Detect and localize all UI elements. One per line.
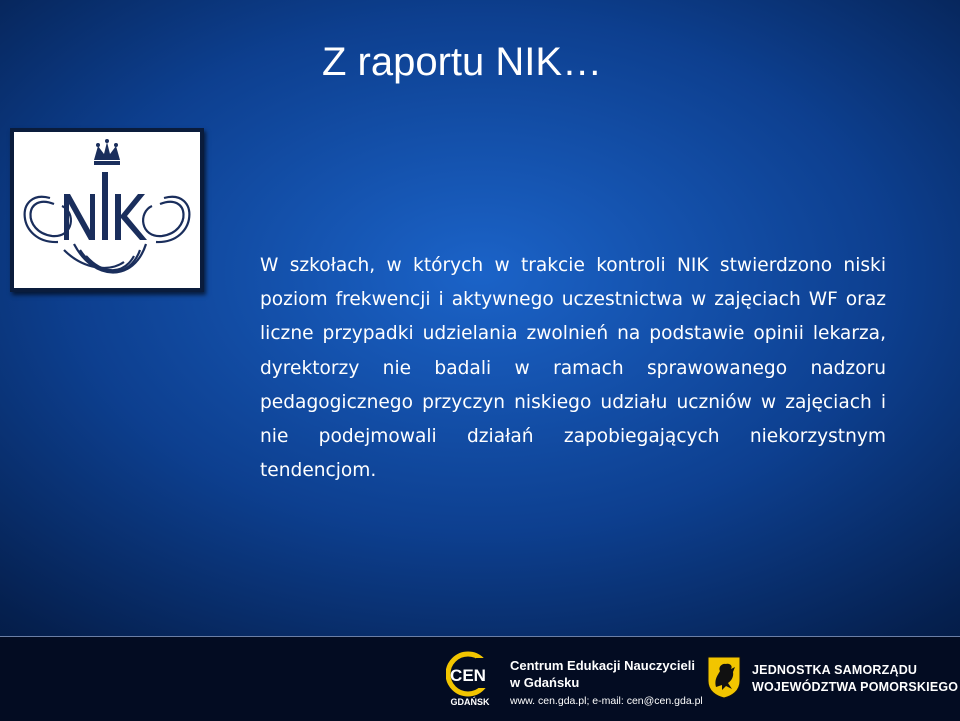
region-name (752, 662, 958, 696)
cen-logo-city: GDAŃSK (450, 697, 490, 707)
region-name-line2: WOJEWÓDZTWA POMORSKIEGO (752, 680, 959, 694)
cen-name-line1: Centrum Edukacji Nauczycieli (510, 658, 695, 673)
nik-logo-icon (14, 132, 200, 288)
cen-contact: www. cen.gda.pl; e-mail: cen@cen.gda.pl (510, 695, 703, 707)
region-name-line1: JEDNOSTKA SAMORZĄDU (752, 663, 918, 677)
body-paragraph: W szkołach, w których w trakcie kontroli NIK stwierdzono niski poziom frekwencji i aktywnego uczestnictwa w zajęciach WF oraz liczne przypadki udzielania zwolnień na podstawie opinii lekarza, dyrektorzy nie badali w ramach sprawowanego nadzoru pedagogicznego przyczyn niskiego udziału uczniów w zajęciach i nie podejmowali działań zapobiegających niekorzystnym tendencjom. (260, 255, 886, 482)
griffin-crest-icon (706, 655, 742, 699)
cen-name-line2: w Gdańsku (510, 675, 580, 690)
slide-title: Z raportu NIK… (322, 40, 603, 84)
nik-logo (10, 128, 204, 292)
cen-logo-icon (446, 650, 498, 708)
cen-logo-text: CEN (450, 666, 486, 685)
cen-name (510, 657, 695, 691)
